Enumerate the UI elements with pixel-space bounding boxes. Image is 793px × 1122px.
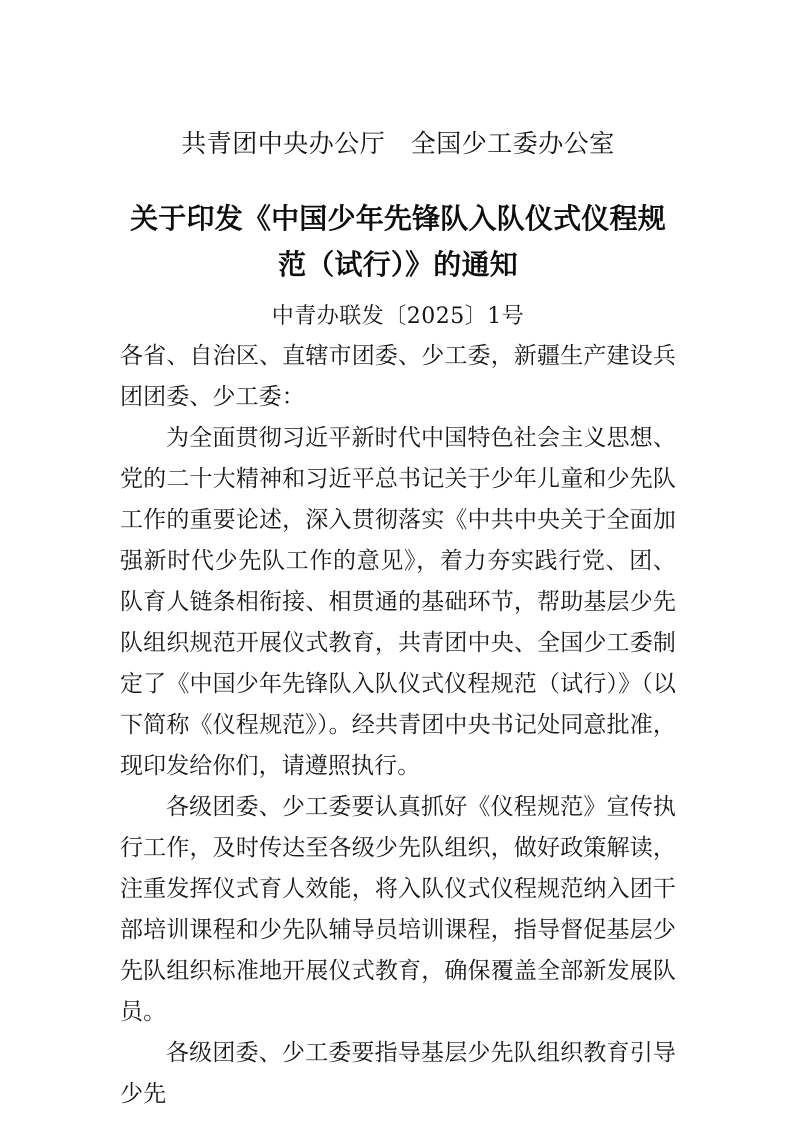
- issuing-organization-title: 共青团中央办公厅 全国少工委办公室: [181, 129, 615, 158]
- number-gap: [120, 288, 676, 298]
- document-body: [120, 0, 676, 1115]
- title-gap: [120, 166, 676, 196]
- top-spacer: [120, 0, 676, 122]
- body-paragraph-3: 各级团委、少工委要指导基层少先队组织教育引导少先: [120, 1040, 676, 1107]
- recipient-line: 各省、自治区、直辖市团委、少工委，新疆生产建设兵团团委、少工委：: [120, 343, 676, 410]
- document-number: 中青办联发〔2025〕1号: [271, 304, 525, 329]
- body-paragraph-1: 为全面贯彻习近平新时代中国特色社会主义思想、党的二十大精神和习近平总书记关于少年儿童和少先队工作的重要论述，深入贯彻落实《中共中央关于全面加强新时代少先队工作的意见》，着力夯实践行党、团、队育人链条相衔接、相贯通的基础环节，帮助基层少先队组织规范开展仪式教育，共青团中央、全国少工委制定了《中国少年先锋队入队仪式仪程规范（试行）》（以下简称《仪程规范》）。经共青团中央书记处同意批准，现印发给你们，请遵照执行。: [120, 425, 676, 779]
- body-paragraph-2: 各级团委、少工委要认真抓好《仪程规范》宣传执行工作，及时传达至各级少先队组织，做好政策解读，注重发挥仪式育人效能，将入队仪式仪程规范纳入团干部培训课程和少先队辅导员培训课程，指导督促基层少先队组织标准地开展仪式教育，确保覆盖全部新发展队员。: [120, 794, 676, 1025]
- page-title: 关于印发《中国少年先锋队入队仪式仪程规范（试行）》的通知: [130, 202, 666, 281]
